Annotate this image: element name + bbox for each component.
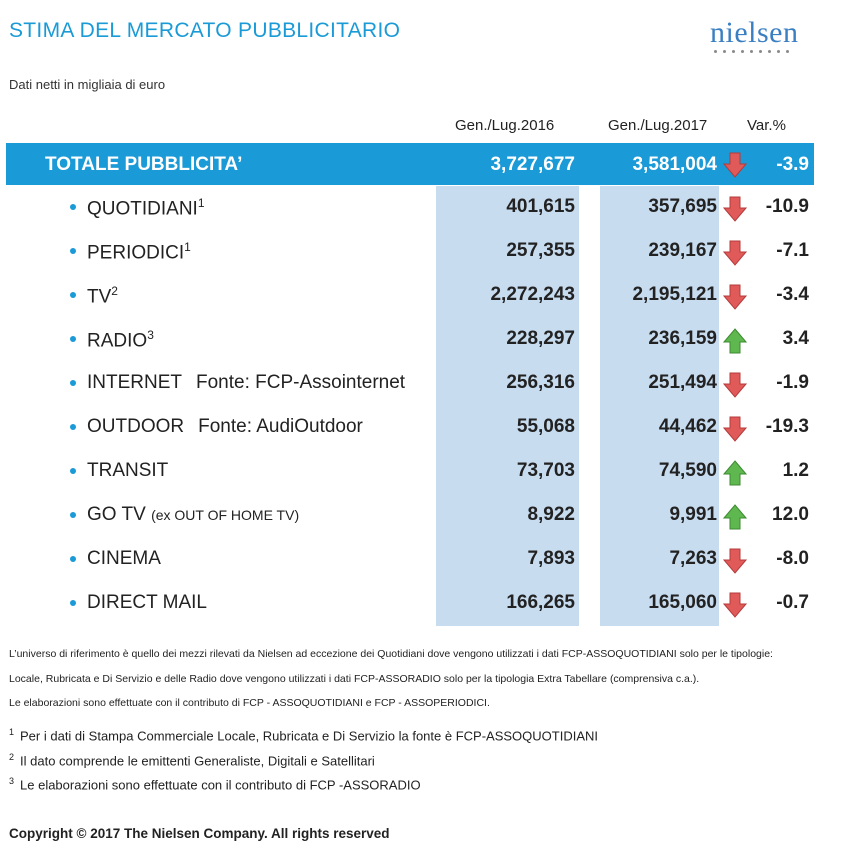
column-header-2017: Gen./Lug.2017 (608, 117, 708, 134)
value-2017: 74,590 (658, 460, 717, 481)
arrow-down-icon (723, 196, 747, 222)
value-2017: 357,695 (648, 196, 717, 217)
table-row (0, 363, 850, 407)
media-label (87, 328, 154, 352)
value-2017: 2,195,121 (632, 284, 717, 305)
bullet-icon (70, 248, 76, 254)
media-label (87, 284, 118, 308)
table-row (0, 187, 850, 231)
value-2016: 256,316 (506, 372, 575, 393)
value-2017: 165,060 (648, 592, 717, 613)
var-value: 12.0 (772, 504, 809, 525)
var-value: 3.4 (782, 328, 809, 349)
value-2016: 166,265 (506, 592, 575, 613)
var-value: -0.7 (776, 592, 809, 613)
note-line-1: L’universo di riferimento è quello dei mezzi rilevati da Nielsen ad eccezione dei Quotidiani dove vengono utilizzati i dati FCP-ASSOQUOTIDIANI solo per le tipologie: (9, 648, 773, 660)
column-header-var: Var.% (747, 117, 786, 134)
page-title: STIMA DEL MERCATO PUBBLICITARIO (9, 19, 401, 42)
table-row (0, 583, 850, 627)
bullet-icon (70, 292, 76, 298)
value-2016: 7,893 (527, 548, 575, 569)
var-value: -8.0 (776, 548, 809, 569)
arrow-up-icon (723, 328, 747, 354)
media-source: Fonte: AudiOutdoor (198, 416, 363, 437)
footnote-ref: 1 (197, 196, 205, 210)
value-2017: 239,167 (648, 240, 717, 261)
table-row (0, 407, 850, 451)
var-value: 1.2 (782, 460, 809, 481)
brand-name: nielsen (710, 16, 799, 49)
units-subtitle: Dati netti in migliaia di euro (9, 77, 166, 92)
bullet-icon (70, 600, 76, 606)
footnote-ref: 2 (111, 284, 118, 298)
total-var-value: -3.9 (776, 154, 809, 175)
value-2017: 7,263 (669, 548, 717, 569)
footnote-ref: 1 (184, 240, 191, 254)
media-label (87, 196, 205, 220)
media-name: RADIO (87, 330, 148, 352)
arrow-up-icon (723, 504, 747, 530)
media-name: DIRECT MAIL (87, 592, 208, 613)
note-line-3: Le elaborazioni sono effettuate con il contributo di FCP - ASSOQUOTIDIANI e FCP - ASSOPERIODICI. (9, 697, 490, 709)
var-value: -19.3 (765, 416, 809, 437)
media-name: QUOTIDIANI (87, 198, 198, 220)
var-value: -3.4 (776, 284, 809, 305)
value-2017: 236,159 (648, 328, 717, 349)
value-2017: 251,494 (648, 372, 717, 393)
value-2016: 73,703 (516, 460, 575, 481)
arrow-down-icon (723, 592, 747, 618)
table-row (0, 231, 850, 275)
value-2016: 55,068 (516, 416, 575, 437)
table-row (0, 539, 850, 583)
var-value: -7.1 (776, 240, 809, 261)
arrow-down-icon (723, 152, 747, 178)
media-label (87, 416, 363, 438)
bullet-icon (70, 380, 76, 386)
table-row (0, 451, 850, 495)
media-label (87, 240, 191, 264)
arrow-down-icon (723, 372, 747, 398)
value-2016: 8,922 (527, 504, 575, 525)
bullet-icon (70, 556, 76, 562)
value-2016: 257,355 (506, 240, 575, 261)
media-label (87, 548, 161, 570)
table-row (0, 319, 850, 363)
bullet-icon (70, 336, 76, 342)
bullet-icon (70, 512, 76, 518)
note-line-2: Locale, Rubricata e Di Servizio e delle Radio dove vengono utilizzati i dati FCP-ASSORADIO solo per la tipologia Extra Tabellare (comprensiva c.a.). (9, 673, 700, 685)
media-label (87, 460, 168, 482)
bullet-icon (70, 204, 76, 210)
arrow-up-icon (723, 460, 747, 486)
footnote-3: $^3$ Le elaborazioni sono effettuate con il contributo di FCP -ASSORADIO (9, 776, 421, 793)
var-value: -10.9 (765, 196, 809, 217)
arrow-down-icon (723, 416, 747, 442)
total-2017-value: 3,581,004 (632, 154, 717, 175)
value-2017: 9,991 (669, 504, 717, 525)
value-2016: 2,272,243 (490, 284, 575, 305)
footnote-1: $^1$ Per i dati di Stampa Commerciale Locale, Rubricata e Di Servizio la fonte è FCP-ASSOQUOTIDIANI (9, 727, 599, 744)
media-source: Fonte: FCP-Assointernet (196, 372, 406, 393)
bullet-icon (70, 424, 76, 430)
nielsen-logo (710, 18, 810, 53)
copyright: Copyright © 2017 The Nielsen Company. All rights reserved (9, 826, 390, 841)
footnote-ref: 3 (147, 328, 154, 342)
total-label: TOTALE PUBBLICITA’ (45, 154, 243, 175)
media-name: INTERNET (87, 372, 182, 393)
media-name: OUTDOOR (87, 416, 185, 437)
logo-dots (714, 50, 810, 53)
media-label (87, 504, 299, 526)
media-label (87, 372, 405, 394)
media-name: CINEMA (87, 548, 161, 569)
arrow-down-icon (723, 548, 747, 574)
table-row (0, 495, 850, 539)
table-row (0, 275, 850, 319)
media-name: TV (87, 286, 112, 308)
footnote-2: $^2$ Il dato comprende le emittenti Generaliste, Digitali e Satellitari (9, 752, 375, 769)
media-name: TRANSIT (87, 460, 169, 481)
media-label (87, 592, 207, 614)
arrow-down-icon (723, 284, 747, 310)
bullet-icon (70, 468, 76, 474)
value-2016: 228,297 (506, 328, 575, 349)
total-2016-value: 3,727,677 (490, 154, 575, 175)
column-header-2016: Gen./Lug.2016 (455, 117, 555, 134)
media-name: PERIODICI (87, 242, 185, 264)
arrow-down-icon (723, 240, 747, 266)
value-2017: 44,462 (658, 416, 717, 437)
media-note: (ex OUT OF HOME TV) (151, 507, 300, 523)
media-name: GO TV (87, 504, 146, 525)
value-2016: 401,615 (506, 196, 575, 217)
var-value: -1.9 (776, 372, 809, 393)
